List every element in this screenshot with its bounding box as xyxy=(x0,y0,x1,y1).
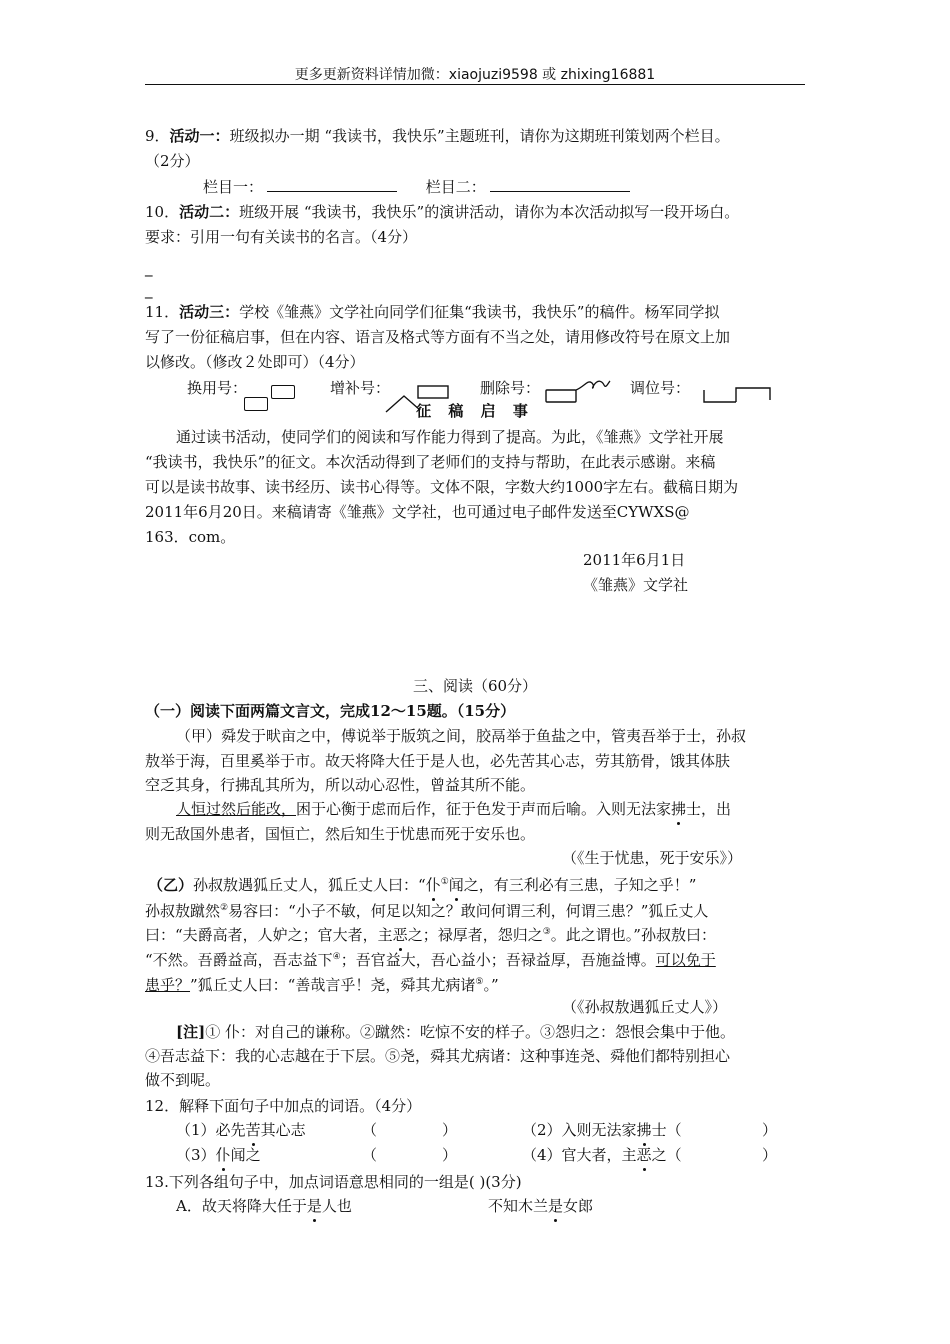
yi-dotted-pu: 仆 xyxy=(426,873,441,897)
notice-org: 《雏燕》文学社 xyxy=(583,576,689,594)
notice-line3: 可以是读书故事、读书经历、读书心得等。文体不限，字数大约1000字左右。截稿日期为 xyxy=(145,478,739,496)
yi-line3-mid: 之；禄厚者，怨归之 xyxy=(407,926,543,944)
jia-underlined-sentence: 人恒过然后能改， xyxy=(176,800,297,818)
jia-dotted-char: 拂 xyxy=(671,797,686,821)
q12-item2 xyxy=(522,1118,682,1142)
q11-text: 学校《雏燕》文学社向同学们征集“我读书，我快乐”的稿件。杨军同学拟 xyxy=(239,303,720,321)
q11-label: 活动三： xyxy=(179,303,240,321)
yi-line4-start: “不然。吾爵益高，吾志益下 xyxy=(145,951,333,969)
sym-delete-label: 删除号： xyxy=(480,379,541,397)
yi-note-5: ⑤ xyxy=(475,977,484,987)
q12-item4 xyxy=(522,1143,682,1167)
q13-option-a-right xyxy=(488,1194,593,1218)
q13-a-right-dot: 是 xyxy=(548,1194,563,1218)
q13-stem: 13.下列各组句子中，加点词语意思相同的一组是( )(3分) xyxy=(145,1173,522,1191)
jia-line4 xyxy=(176,797,731,821)
q10-line1 xyxy=(145,200,739,224)
q13-a-left-b: 人也 xyxy=(321,1197,352,1215)
q9-score: （2分） xyxy=(145,152,200,170)
q12-item2-dot: 拂 xyxy=(637,1118,652,1142)
yi-line4-text: ；吾官益大，吾心益小；吾禄益厚，吾施益博。 xyxy=(340,951,656,969)
yi-line3-start: 曰：“夫爵高者，人妒之；官大者，主 xyxy=(145,926,393,944)
q9-label: 活动一： xyxy=(169,127,230,145)
yi-line1-text: 孙叔敖遇狐丘丈人，狐丘丈人曰：“ xyxy=(193,876,426,894)
notice-title: 征 稿 启 事 xyxy=(416,402,534,420)
q12-item3-dot: 仆 xyxy=(216,1143,231,1167)
notice-line5: 163．com。 xyxy=(145,528,236,546)
q10-num: 10． xyxy=(145,203,180,221)
q12-stem: 12．解释下面句子中加点的词语。（4分） xyxy=(145,1097,422,1115)
yi-line2 xyxy=(145,896,708,923)
q13-option-a-left[interactable] xyxy=(176,1194,352,1218)
q9-col1-label: 栏目一： xyxy=(203,178,264,196)
q13-a-right-a: 不知木兰 xyxy=(488,1197,549,1215)
yi-dotted-wen: 闻 xyxy=(449,873,464,897)
q12-item4-a: （4）官大者，主 xyxy=(522,1146,637,1164)
q11-line2: 写了一份征稿启事，但在内容、语言及格式等方面有不当之处，请用修改符号在原文上加 xyxy=(145,328,731,346)
jia-line4-end: 士，出 xyxy=(686,800,732,818)
jia-line5: 则无敌国外患者，国恒亡，然后知生于忧患而死于安乐也。 xyxy=(145,825,536,843)
jia-line2: 敖举于海，百里奚举于市。故天将降大任于是人也，必先苦其心志，劳其筋骨，饿其体肤 xyxy=(145,752,731,770)
replace-mark-icon-2 xyxy=(271,385,295,399)
header-rule xyxy=(145,84,805,85)
q10-label: 活动二： xyxy=(179,203,240,221)
q12-item1-b: 其心志 xyxy=(260,1121,306,1139)
yi-note-3: ③ xyxy=(542,927,551,937)
yi-line2-text: 易容曰：“小子不敏，何足以知之？敢问何谓三利，何谓三患？”狐丘丈人 xyxy=(228,902,709,920)
page-header: 更多更新资料详情加微：xiaojuzi9598 或 zhixing16881 xyxy=(294,67,656,83)
q12-item2-a: （2）入则无法家 xyxy=(522,1121,637,1139)
sym-replace-label: 换用号： xyxy=(187,379,248,397)
yi-line4 xyxy=(145,945,716,972)
yi-line3 xyxy=(145,920,716,947)
q12-item3-b: 闻之 xyxy=(230,1146,261,1164)
q11-line1 xyxy=(145,300,719,324)
q10-requirement: 要求：引用一句有关读书的名言。（4分） xyxy=(145,228,418,246)
yi-note-1: ① xyxy=(440,877,449,887)
q12-item1 xyxy=(176,1118,306,1142)
q13-a-right-b: 女郎 xyxy=(563,1197,594,1215)
q10-text: 班级开展 “我读书，我快乐”的演讲活动，请你为本次活动拟写一段开场白。 xyxy=(239,203,740,221)
q11-line3: 以修改。（修改２处即可）（4分） xyxy=(145,353,365,371)
notice-line2: “我读书，我快乐”的征文。本次活动得到了老师们的支持与帮助，在此表示感谢。来稿 xyxy=(145,453,716,471)
jia-line4-text: 困于心衡于虑而后作，征于色发于声而后喻。入则无法家 xyxy=(296,800,672,818)
yi-line2-start: 孙叔敖蹴然 xyxy=(145,902,221,920)
yi-label: （乙） xyxy=(148,876,194,894)
yi-line5 xyxy=(145,970,499,997)
q11-num: 11． xyxy=(145,303,180,321)
yi-dotted-wu: 恶 xyxy=(393,923,408,947)
q12-item3-a: （3） xyxy=(176,1146,216,1164)
q9-col1-blank[interactable] xyxy=(267,177,397,192)
q10-answer-line-1[interactable]: _ xyxy=(145,259,153,277)
yi-underlined-1: 可以免于 xyxy=(655,951,716,969)
notes-line2: ④吾志益下：我的心志越在于下层。⑤尧，舜其尤病诸：这种事连尧、舜他们都特别担心 xyxy=(145,1047,731,1065)
notes-line3: 做不到呢。 xyxy=(145,1071,221,1089)
q9-line1 xyxy=(145,124,730,148)
q12-item4-close: ） xyxy=(762,1146,778,1164)
yi-note-2: ② xyxy=(220,903,229,913)
yi-underlined-2: 患乎？ xyxy=(145,976,191,994)
q13-a-left-a: A．故天将降大任于 xyxy=(176,1197,307,1215)
q12-item4-dot: 恶 xyxy=(637,1143,652,1167)
yi-line1-end: 之，有三利必有三患，子知之乎！” xyxy=(463,876,697,894)
q9-col2-blank[interactable] xyxy=(490,177,630,192)
q9-text: 班级拟办一期 “我读书，我快乐”主题班刊，请你为这期班刊策划两个栏目。 xyxy=(229,127,730,145)
notice-date: 2011年6月1日 xyxy=(583,551,686,569)
q12-item1-a: （1）必先 xyxy=(176,1121,246,1139)
q12-item1-open[interactable]: （ xyxy=(362,1121,378,1139)
yi-note-4: ④ xyxy=(332,952,341,962)
jia-line3: 空乏其身，行拂乱其所为，所以动心忍性，曾益其所不能。 xyxy=(145,776,536,794)
q12-item1-close: ） xyxy=(442,1121,458,1139)
notice-line4: 2011年6月20日。来稿请寄《雏燕》文学社，也可通过电子邮件发送至CYWXS@ xyxy=(145,503,690,521)
section-subtitle: （一）阅读下面两篇文言文，完成12～15题。（15分） xyxy=(145,702,516,720)
q13-a-left-dot: 是 xyxy=(307,1194,322,1218)
q12-item2-b[interactable]: 士（ xyxy=(651,1121,682,1139)
q12-item4-b[interactable]: 之（ xyxy=(651,1146,682,1164)
notes-line1 xyxy=(176,1020,735,1044)
sym-move-label: 调位号： xyxy=(630,379,691,397)
q12-item3 xyxy=(176,1143,261,1167)
notice-line1: 通过读书活动，使同学们的阅读和写作能力得到了提高。为此，《雏燕》文学社开展 xyxy=(176,428,724,446)
yi-source: （《孙叔敖遇狐丘丈人》） xyxy=(562,998,728,1016)
section-title: 三、阅读（60分） xyxy=(412,677,538,695)
q12-item2-close: ） xyxy=(762,1121,778,1139)
yi-line5-text: ”狐丘丈人曰：“善哉言乎！尧，舜其尤病诸 xyxy=(190,976,476,994)
jia-source: （《生于忧患，死于安乐》） xyxy=(562,849,743,867)
sym-add-label: 增补号： xyxy=(330,379,391,397)
q9-col2-label: 栏目二： xyxy=(425,178,486,196)
notes-line1-text: ① 仆：对自己的谦称。②蹴然：吃惊不安的样子。③怨归之：怨恨会集中于他。 xyxy=(205,1023,735,1041)
notes-label: [注] xyxy=(176,1023,206,1041)
q12-item1-dot: 苦 xyxy=(246,1118,261,1142)
q9-columns xyxy=(203,175,630,199)
yi-line1 xyxy=(148,870,696,897)
q9-num: 9． xyxy=(145,127,170,145)
q12-item3-open[interactable]: （ xyxy=(362,1146,378,1164)
yi-line5-end: 。” xyxy=(483,976,499,994)
q10-answer-line-2[interactable]: _ xyxy=(145,281,153,299)
yi-line3-end: 。此之谓也。”孙叔敖曰： xyxy=(550,926,716,944)
q12-item3-close: ） xyxy=(442,1146,458,1164)
jia-line1: （甲）舜发于畎亩之中，傅说举于版筑之间，胶鬲举于鱼盐之中，管夷吾举于士，孙叔 xyxy=(176,727,747,745)
